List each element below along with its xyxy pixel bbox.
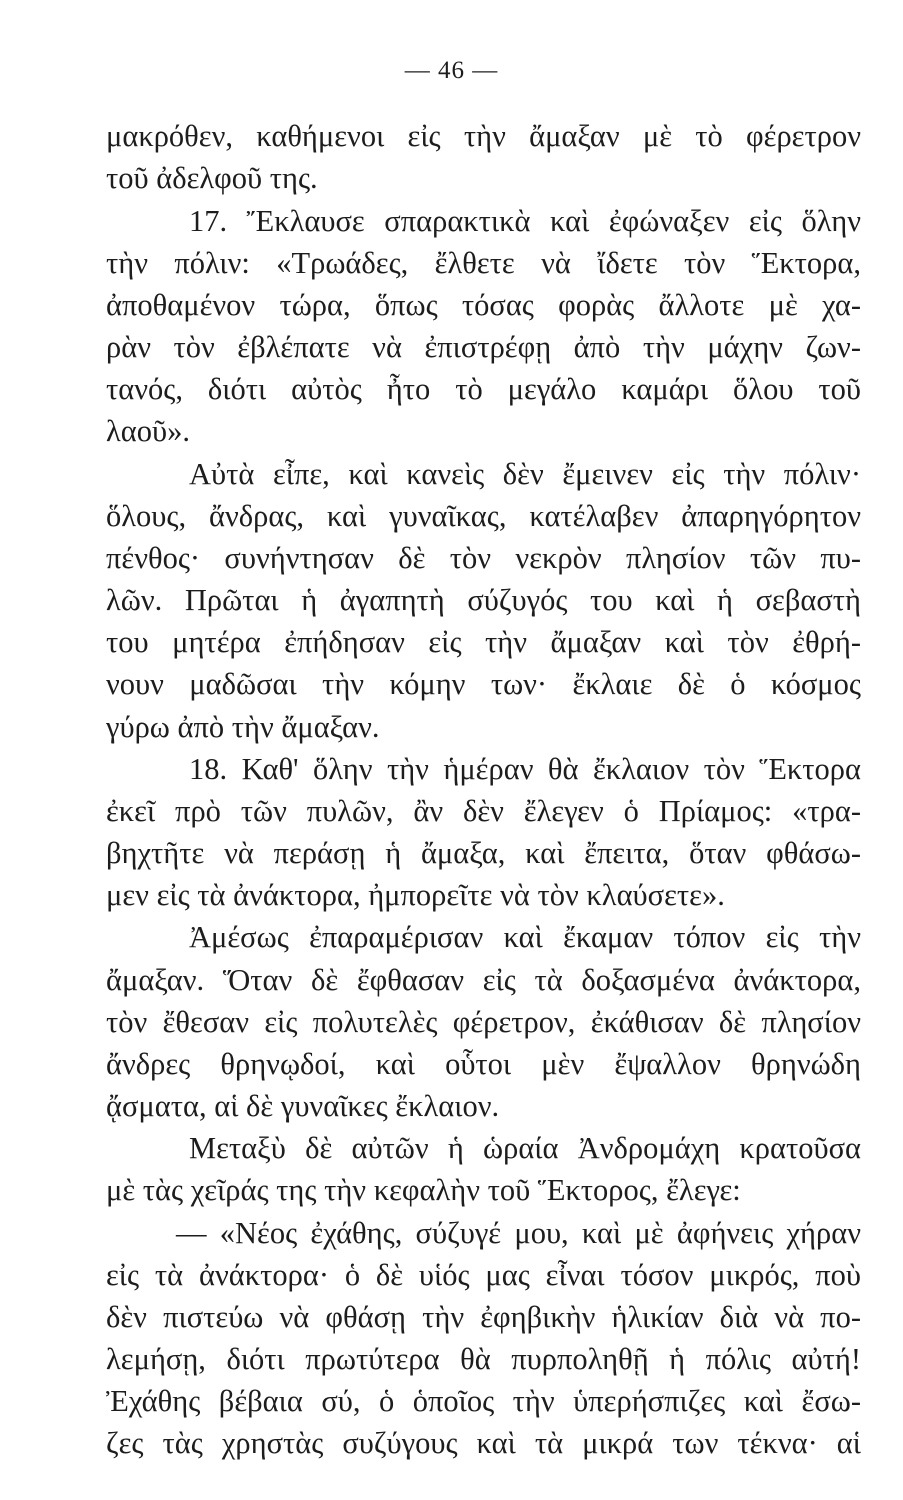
- text-line: 18. Καθ' ὅλην τὴν ἡμέραν θὰ ἔκλαιον τὸν Ἕκτορα: [189, 752, 861, 786]
- text-line: του μητέρα ἐπήδησαν εἰς τὴν ἄμαξαν καὶ τὸν ἐθρή-: [106, 625, 861, 659]
- text-line: ἄμαξαν. Ὅταν δὲ ἔφθασαν εἰς τὰ δοξασμένα ἀνάκτορα,: [106, 963, 861, 997]
- text-line: ἄνδρες θρηνῳδοί, καὶ οὗτοι μὲν ἔψαλλον θρηνώδη: [106, 1047, 861, 1081]
- text-line: τὸν ἔθεσαν εἰς πολυτελὲς φέρετρον, ἐκάθισαν δὲ πλησίον: [106, 1005, 861, 1039]
- text-line: μὲ τὰς χεῖράς της τὴν κεφαλὴν τοῦ Ἕκτορος, ἔλεγε:: [106, 1173, 741, 1207]
- text-line: λῶν. Πρῶται ἡ ἀγαπητὴ σύζυγός του καὶ ἡ σεβαστὴ: [106, 583, 861, 617]
- text-line: τοῦ ἀδελφοῦ της.: [106, 161, 318, 195]
- text-line: πένθος· συνήντησαν δὲ τὸν νεκρὸν πλησίον τῶν πυ-: [106, 541, 861, 575]
- text-line: ὅλους, ἄνδρας, καὶ γυναῖκας, κατέλαβεν ἀπαρηγόρητον: [106, 499, 861, 533]
- text-line: λαοῦ».: [106, 414, 190, 448]
- text-line: ᾄσματα, αἱ δὲ γυναῖκες ἔκλαιον.: [106, 1089, 500, 1123]
- text-line: βηχτῆτε νὰ περάσῃ ἡ ἄμαξα, καὶ ἔπειτα, ὅταν φθάσω-: [106, 836, 861, 870]
- text-line: γύρω ἀπὸ τὴν ἄμαξαν.: [106, 710, 380, 744]
- text-line: ρὰν τὸν ἐβλέπατε νὰ ἐπιστρέφῃ ἀπὸ τὴν μάχην ζων-: [106, 330, 861, 364]
- text-line: τανός, διότι αὐτὸς ἦτο τὸ μεγάλο καμάρι ὅλου τοῦ: [106, 372, 861, 406]
- text-line: ζες τὰς χρηστὰς συζύγους καὶ τὰ μικρά των τέκνα· αἱ: [106, 1426, 861, 1460]
- text-line: ἐκεῖ πρὸ τῶν πυλῶν, ἂν δὲν ἔλεγεν ὁ Πρίαμος: «τρα-: [106, 794, 861, 828]
- text-line: 17. Ἔκλαυσε σπαρακτικὰ καὶ ἐφώναξεν εἰς ὅλην: [189, 204, 861, 238]
- page-number: — 46 —: [404, 57, 499, 84]
- text-line: μεν εἰς τὰ ἀνάκτορα, ἠμπορεῖτε νὰ τὸν κλαύσετε».: [106, 878, 725, 912]
- text-line: δὲν πιστεύω νὰ φθάσῃ τὴν ἐφηβικὴν ἡλικίαν διὰ νὰ πο-: [106, 1300, 861, 1334]
- text-line: εἰς τὰ ἀνάκτορα· ὁ δὲ υἱός μας εἶναι τόσον μικρός, ποὺ: [106, 1258, 861, 1292]
- text-line: ἀποθαμένον τώρα, ὅπως τόσας φορὰς ἄλλοτε μὲ χα-: [106, 288, 861, 322]
- text-line: — «Νέος ἐχάθης, σύζυγέ μου, καὶ μὲ ἀφήνεις χήραν: [176, 1216, 861, 1250]
- text-line: λεμήσῃ, διότι πρωτύτερα θὰ πυρποληθῇ ἡ πόλις αὐτή!: [106, 1342, 861, 1376]
- text-line: νουν μαδῶσαι τὴν κόμην των· ἔκλαιε δὲ ὁ κόσμος: [106, 667, 861, 701]
- text-line: μακρόθεν, καθήμενοι εἰς τὴν ἄμαξαν μὲ τὸ φέρετρον: [106, 119, 861, 153]
- text-line: τὴν πόλιν: «Τρωάδες, ἔλθετε νὰ ἴδετε τὸν Ἕκτορα,: [106, 246, 861, 280]
- text-line: Αὐτὰ εἶπε, καὶ κανεὶς δὲν ἔμεινεν εἰς τὴν πόλιν·: [189, 457, 861, 491]
- text-line: Ἀμέσως ἐπαραμέρισαν καὶ ἔκαμαν τόπον εἰς τὴν: [189, 920, 861, 954]
- text-line: Μεταξὺ δὲ αὐτῶν ἡ ὡραία Ἀνδρομάχη κρατοῦσα: [189, 1131, 861, 1165]
- text-line: Ἐχάθης βέβαια σύ, ὁ ὁποῖος τὴν ὑπερήσπιζες καὶ ἔσω-: [106, 1384, 861, 1418]
